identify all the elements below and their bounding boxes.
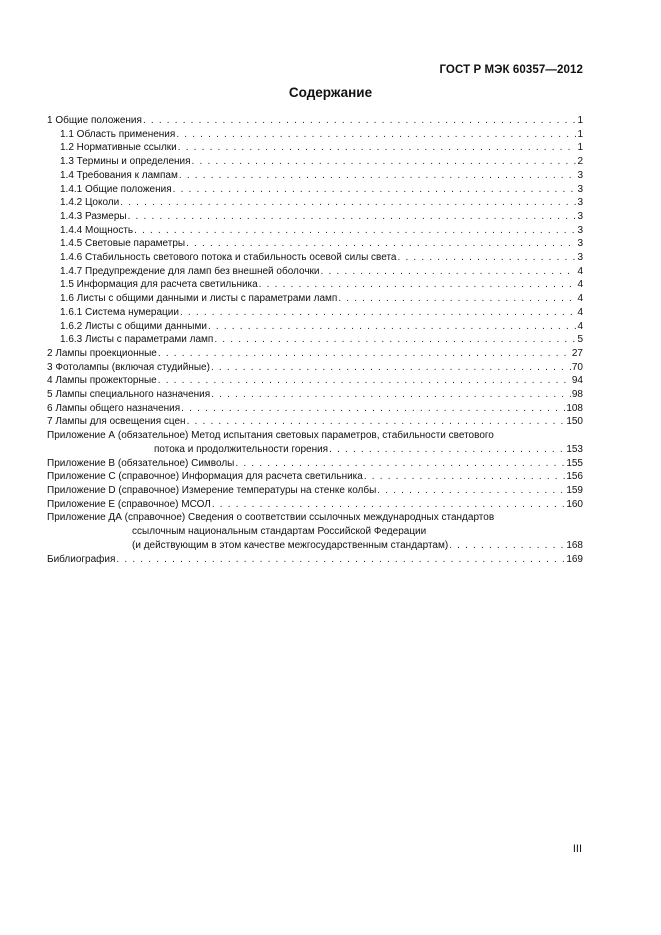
toc-entry[interactable]: Приложение D (справочное) Измерение температуры на стенке колбы . . . 159: [47, 484, 583, 498]
toc-entry[interactable]: 1.4.6 Стабильность светового потока и стабильность осевой силы света . . . 3: [47, 251, 583, 265]
toc-entry[interactable]: 1.4.5 Световые параметры . . . 3: [47, 237, 583, 251]
toc-entry[interactable]: 1.2 Нормативные ссылки . . . 1: [47, 141, 583, 155]
toc-entry[interactable]: 3 Фотолампы (включая студийные) . . . 70: [47, 361, 583, 375]
toc-entry[interactable]: 1.6 Листы с общими данными и листы с параметрами ламп . . . 4: [47, 292, 583, 306]
toc-entry[interactable]: 1.1 Область применения . . . 1: [47, 128, 583, 142]
toc-entry[interactable]: 1.4.2 Цоколи . . . 3: [47, 196, 583, 210]
toc-entry[interactable]: 1.3 Термины и определения . . . 2: [47, 155, 583, 169]
toc-entry[interactable]: Приложение Е (справочное) МСОЛ . . . 160: [47, 498, 583, 512]
toc-entry[interactable]: 1.6.2 Листы с общими данными . . . 4: [47, 320, 583, 334]
toc-entry[interactable]: 1.6.3 Листы с параметрами ламп . . . 5: [47, 333, 583, 347]
toc-entry[interactable]: 1.4.7 Предупреждение для ламп без внешней оболочки . . . 4: [47, 265, 583, 279]
toc-title: Содержание: [288, 85, 373, 100]
toc-entry[interactable]: 5 Лампы специального назначения . . . 98: [47, 388, 583, 402]
toc-entry[interactable]: 4 Лампы прожекторные . . . 94: [47, 374, 583, 388]
table-of-contents: [47, 114, 583, 566]
toc-entry[interactable]: 1.4.1 Общие положения . . . 3: [47, 183, 583, 197]
toc-entry[interactable]: Приложение С (справочное) Информация для расчета светильника . . . 156: [47, 470, 583, 484]
toc-entry[interactable]: 7 Лампы для освещения сцен . . . 150: [47, 415, 583, 429]
toc-entry[interactable]: 1.5 Информация для расчета светильника . . . 4: [47, 278, 583, 292]
toc-entry-appendix-da[interactable]: Приложение ДА (справочное) Сведения о соответствии ссылочных международных стандартов ссылочным национальным стандартам Российской Федерации (и действующим в этом качестве межгосударственным стандартам) . . . 168: [47, 511, 583, 552]
toc-entry[interactable]: 6 Лампы общего назначения . . . 108: [47, 402, 583, 416]
document-code: ГОСТ Р МЭК 60357—2012: [439, 64, 583, 76]
toc-entry-appendix-a[interactable]: Приложение А (обязательное) Метод испытания световых параметров, стабильности светового потока и продолжительности горения . . . 153: [47, 429, 583, 456]
toc-entry[interactable]: 1.4.4 Мощность . . . 3: [47, 224, 583, 238]
page-number: III: [572, 843, 582, 855]
toc-entry[interactable]: Приложение В (обязательное) Символы . . . 155: [47, 457, 583, 471]
toc-entry[interactable]: 1.6.1 Система нумерации . . . 4: [47, 306, 583, 320]
toc-entry[interactable]: 1 Общие положения . . . 1: [47, 114, 583, 128]
toc-entry[interactable]: 1.4 Требования к лампам . . . 3: [47, 169, 583, 183]
toc-entry[interactable]: 1.4.3 Размеры . . . 3: [47, 210, 583, 224]
toc-entry[interactable]: Библиография . . . 169: [47, 553, 583, 567]
toc-entry[interactable]: 2 Лампы проекционные . . . 27: [47, 347, 583, 361]
